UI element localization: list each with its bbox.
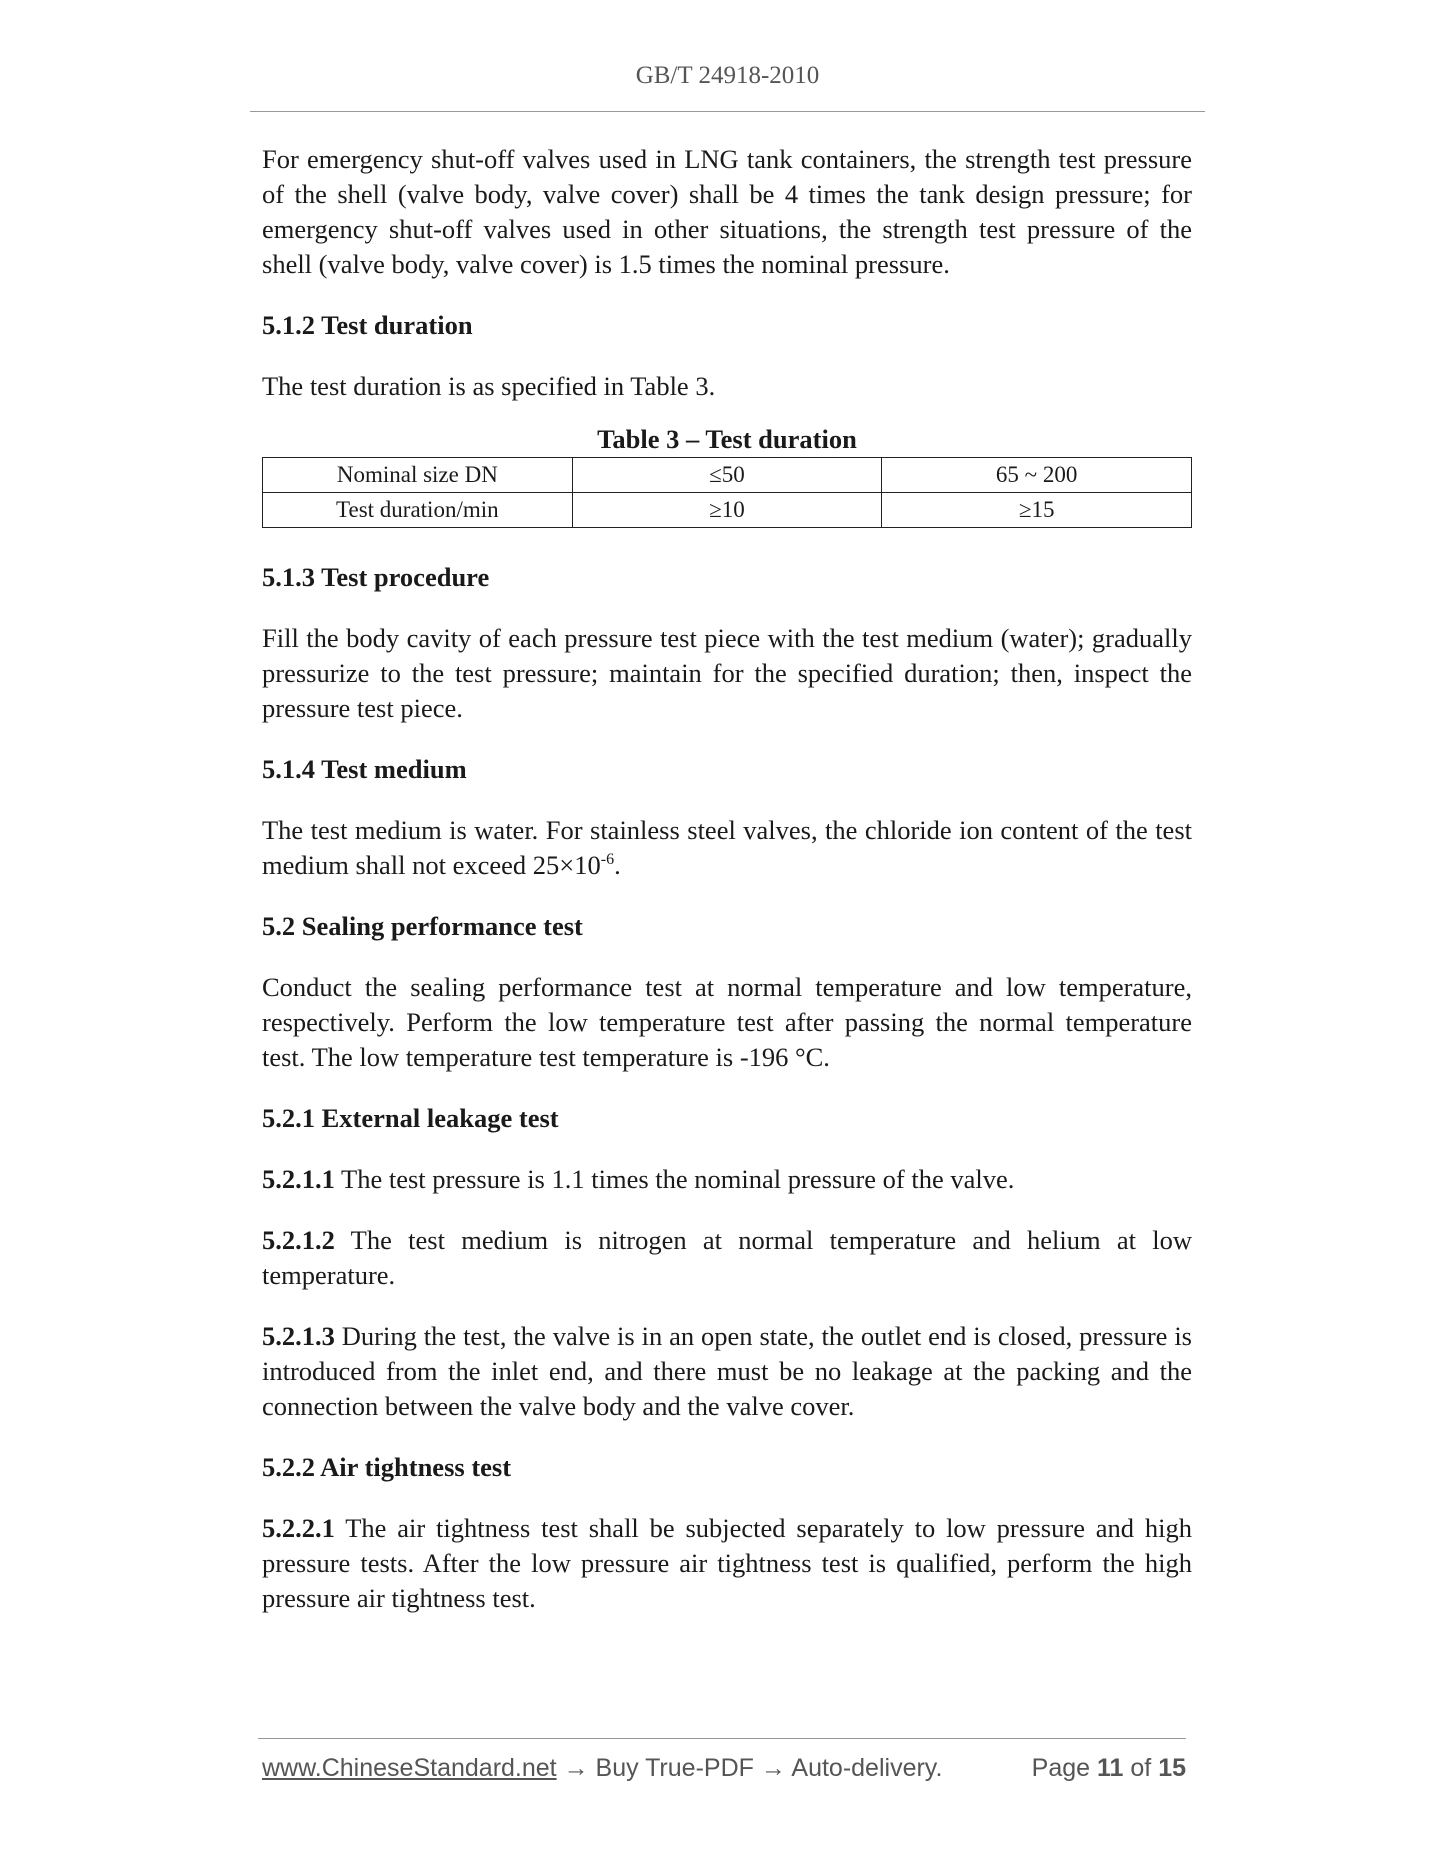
clause-number: 5.2.1.2	[262, 1225, 335, 1255]
section-5-1-4-text-end: .	[614, 850, 621, 880]
page-number	[1032, 1754, 1186, 1783]
clause-number: 5.2.2.1	[262, 1513, 335, 1543]
clause-text: During the test, the valve is in an open state, the outlet end is closed, pressure is introduced from the inlet end, and there must be no leakage at the packing and the connection between the valve body and the valve cover.	[262, 1321, 1192, 1421]
table-row	[263, 458, 1192, 493]
clause-text: The test medium is nitrogen at normal temperature and helium at low temperature.	[262, 1225, 1192, 1290]
table-row	[263, 493, 1192, 528]
clause-text: The test pressure is 1.1 times the nominal pressure of the valve.	[334, 1164, 1015, 1194]
section-5-1-2-text: The test duration is as specified in Table 3.	[262, 371, 716, 401]
table-cell: Nominal size DN	[263, 458, 573, 493]
table-cell: ≤50	[572, 458, 882, 493]
footer-promo-text: → Buy True-PDF → Auto-delivery.	[556, 1754, 943, 1782]
clause-5-2-1-1	[262, 1162, 1192, 1197]
clause-number: 5.2.1.1	[262, 1164, 335, 1194]
site-link[interactable]: www.ChineseStandard.net	[262, 1754, 557, 1782]
section-5-1-4-text-main: The test medium is water. For stainless steel valves, the chloride ion content of the test medium shall not exceed 25×10	[262, 815, 1192, 880]
clause-5-2-2-1	[262, 1511, 1192, 1616]
clause-text: The air tightness test shall be subjected separately to low pressure and high pressure tests. After the low pressure air tightness test is qualified, perform the high pressure air tightness test.	[262, 1513, 1192, 1613]
clause-5-2-1-2	[262, 1223, 1192, 1293]
page-current: 11	[1096, 1754, 1124, 1782]
table-cell: ≥10	[572, 493, 882, 528]
section-5-2-heading: 5.2 Sealing performance test	[262, 911, 583, 941]
table-cell: 65 ~ 200	[882, 458, 1192, 493]
section-5-1-2-heading: 5.1.2 Test duration	[262, 310, 473, 340]
section-5-2-1-heading: 5.2.1 External leakage test	[262, 1103, 559, 1133]
table-3-caption: Table 3 – Test duration	[597, 424, 857, 454]
page-of-label: of	[1130, 1754, 1152, 1782]
clause-number: 5.2.1.3	[262, 1321, 335, 1351]
intro-paragraph: For emergency shut-off valves used in LNG tank containers, the strength test pressure of the shell (valve body, valve cover) shall be 4 times the tank design pressure; for emergency shut-off valves used in other situations, the strength test pressure of the shell (valve body, valve cover) is 1.5 times the nominal pressure.	[262, 144, 1192, 279]
section-5-2-text: Conduct the sealing performance test at normal temperature and low temperature, respectively. Perform the low temperature test after passing the normal temperature test. The low temperature test temperature is -196 °C.	[262, 972, 1192, 1072]
section-5-2-2-heading: 5.2.2 Air tightness test	[262, 1452, 512, 1482]
footer-divider	[258, 1738, 1186, 1739]
page-label: Page	[1031, 1754, 1091, 1782]
footer-promo	[262, 1754, 942, 1783]
section-5-1-4-heading: 5.1.4 Test medium	[262, 754, 467, 784]
clause-5-2-1-3	[262, 1319, 1192, 1424]
page-header: GB/T 24918-2010	[635, 62, 820, 89]
header-divider	[250, 111, 1205, 112]
table-cell: Test duration/min	[263, 493, 573, 528]
page-total: 15	[1158, 1754, 1186, 1782]
section-5-1-3-text: Fill the body cavity of each pressure test piece with the test medium (water); gradually pressurize to the test pressure; maintain for the specified duration; then, inspect the pressure test piece.	[262, 623, 1192, 723]
table-3	[262, 457, 1192, 528]
exponent: -6	[600, 851, 615, 869]
page-footer	[262, 1754, 1186, 1788]
table-cell: ≥15	[882, 493, 1192, 528]
section-5-1-3-heading: 5.1.3 Test procedure	[262, 562, 490, 592]
page-content	[262, 142, 1192, 1642]
section-5-1-4-text	[262, 813, 1192, 883]
